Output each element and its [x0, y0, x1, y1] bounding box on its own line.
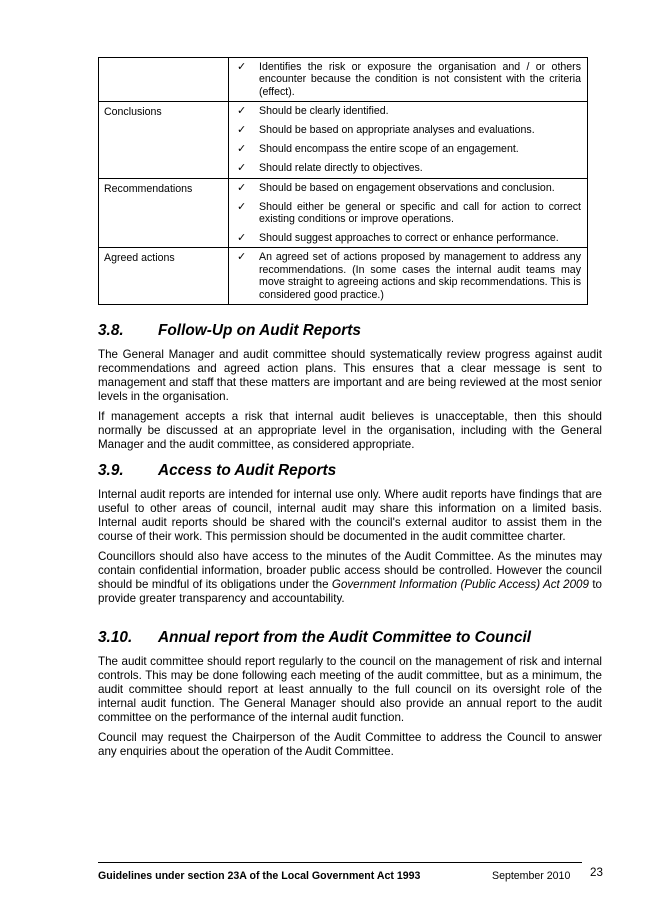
footer-date: September 2010: [492, 870, 571, 882]
paragraph: The audit committee should report regularly to the council on the management of risk and internal controls. This may be done following each meeting of the audit committee, but as a minimum, the audit committee should report at least annually to the full council on its oversight role of the internal audit function. The General Manager should also provide an annual report to the audit committee on the performance of the internal audit function.: [98, 655, 602, 724]
paragraph: Councillors should also have access to the minutes of the Audit Committee. As the minutes may contain confidential information, broader public access should be controlled. However the council should be mindful of its obligations under the Government Information (Public Access) Act 2009 to provide greater transparency and accountability.: [98, 550, 602, 605]
row-label-recommendations: Recommendations: [99, 178, 229, 248]
checkmark-icon: ✓: [237, 232, 247, 245]
list-item: ✓ Should encompass the entire scope of an engagement.: [237, 143, 519, 156]
checkmark-icon: ✓: [237, 200, 247, 213]
paragraph: Internal audit reports are intended for internal use only. Where audit reports have findings that are useful to other areas of council, internal audit may share this information on a limited basis. Internal audit reports should be shared with the council's external auditor to assist them in the course of their work. This permission should be documented in the audit committee charter.: [98, 488, 602, 543]
section-number: 3.8.: [98, 322, 124, 339]
list-item: ✓ Should be based on appropriate analyses and evaluations.: [237, 124, 535, 137]
section-title: Access to Audit Reports: [158, 462, 337, 479]
footer-divider: [98, 862, 582, 863]
checkmark-icon: ✓: [237, 124, 247, 137]
list-item: ✓ Identifies the risk or exposure the organisation and / or others encounter because the condition is not consistent with the criteria (effect).: [237, 61, 581, 98]
act-title: Government Information (Public Access) Act 2009: [331, 578, 589, 591]
row-label-agreed-actions: Agreed actions: [99, 248, 229, 305]
list-item: ✓ Should either be general or specific and call for action to correct existing conditions or improve operations.: [237, 200, 581, 226]
section-heading: [98, 321, 602, 341]
section-annual-report: [98, 628, 602, 765]
list-item: ✓ Should be clearly identified.: [237, 105, 389, 118]
list-item: ✓ An agreed set of actions proposed by management to address any recommendations. (In some cases the internal audit teams may move straight to agreeing actions and skip recommendations. This is considered good practice.): [237, 251, 581, 301]
row-label: [99, 58, 229, 102]
footer-title: Guidelines under section 23A of the Local Government Act 1993: [98, 870, 421, 882]
checkmark-icon: ✓: [237, 143, 247, 156]
paragraph: Council may request the Chairperson of the Audit Committee to address the Council to answer any enquiries about the operation of the Audit Committee.: [98, 731, 602, 758]
table-row: [99, 58, 588, 102]
section-title: Annual report from the Audit Committee to Council: [158, 629, 532, 646]
section-title: Follow-Up on Audit Reports: [158, 322, 361, 339]
list-item: ✓ Should relate directly to objectives.: [237, 162, 423, 175]
section-access: [98, 461, 602, 612]
section-number: 3.9.: [98, 462, 124, 479]
checkmark-icon: ✓: [237, 162, 247, 175]
section-follow-up: [98, 321, 602, 458]
table-row: [99, 248, 588, 305]
list-item: ✓ Should suggest approaches to correct or enhance performance.: [237, 232, 559, 245]
page-number: 23: [590, 866, 603, 879]
section-heading: [98, 628, 602, 648]
paragraph: The General Manager and audit committee should systematically review progress against audit recommendations and agreed action plans. This ensures that a clear message is sent to management and staff that these matters are important and are being reviewed at the most senior levels in the organisation.: [98, 348, 602, 403]
checkmark-icon: ✓: [237, 105, 247, 118]
audit-criteria-table: [98, 57, 588, 305]
list-item: ✓ Should be based on engagement observations and conclusion.: [237, 181, 555, 194]
checkmark-icon: ✓: [237, 61, 247, 73]
table-row: [99, 102, 588, 178]
table-row: [99, 178, 588, 248]
paragraph: If management accepts a risk that internal audit believes is unacceptable, then this should normally be discussed at an appropriate level in the organisation, including with the General Manager and the audit committee, as considered appropriate.: [98, 410, 602, 451]
row-label-conclusions: Conclusions: [99, 102, 229, 178]
section-number: 3.10.: [98, 629, 133, 646]
checkmark-icon: ✓: [237, 181, 247, 194]
section-heading: [98, 461, 602, 481]
checkmark-icon: ✓: [237, 251, 247, 264]
